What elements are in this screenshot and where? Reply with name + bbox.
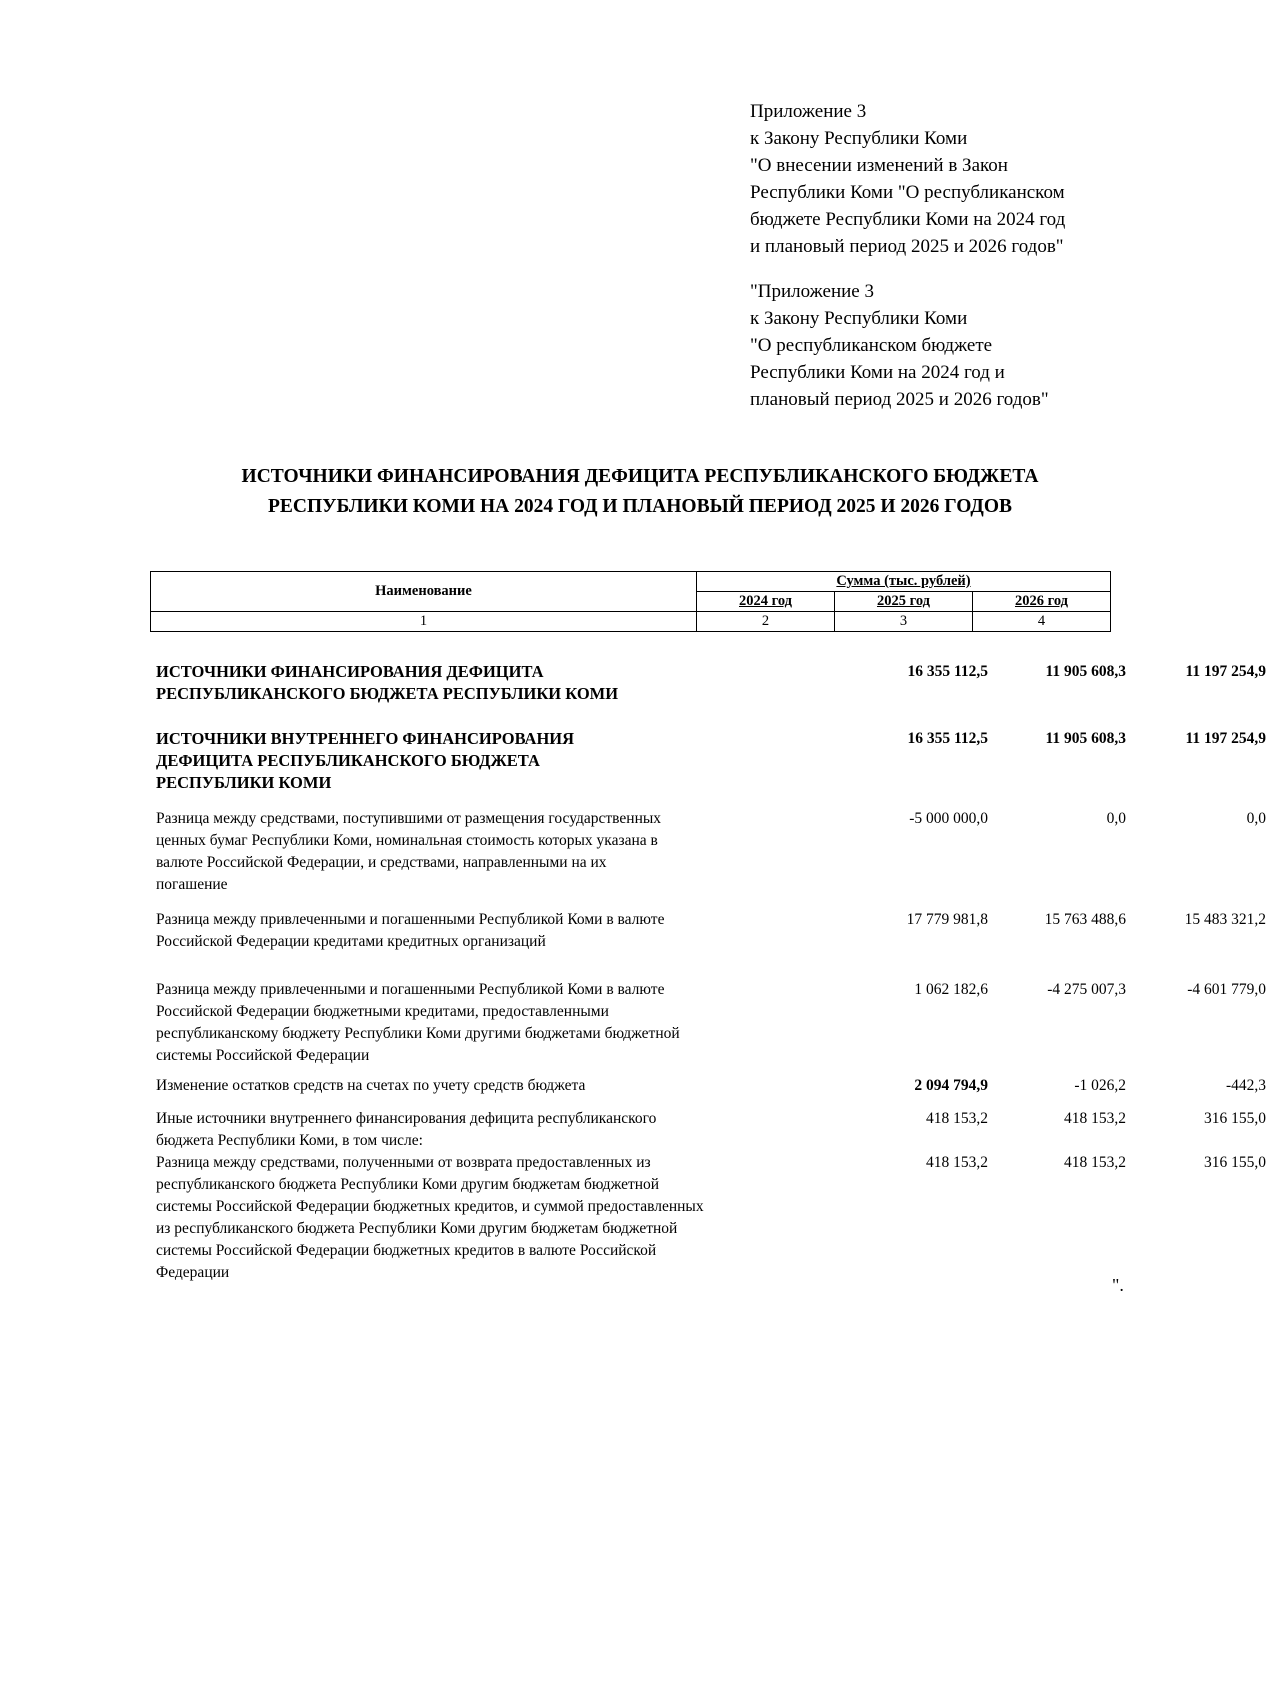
value-2024: 2 094 794,9: [914, 1077, 988, 1094]
appendix-note-original: [750, 278, 1170, 413]
appendix-line: бюджете Республики Коми на 2024 год: [750, 209, 1066, 230]
value-2024: 16 355 112,5: [907, 730, 988, 747]
header-year-2026: [973, 592, 1111, 612]
document-title: [100, 462, 1180, 522]
value-2024: 16 355 112,5: [907, 663, 988, 680]
header-year-text: 2025 год: [876, 593, 930, 609]
row-name: Иные источники внутреннего финансирования дефицита республиканского бюджета Республики Коми, в том числе:: [156, 1110, 657, 1149]
header-year-text: 2024 год: [738, 593, 792, 609]
row-name: Разница между средствами, поступившими от размещения государственных ценных бумаг Республики Коми, номинальная стоимость которых указана в валюте Российской Федерации, и средствами, направленными на их погашение: [156, 810, 662, 893]
value-2024: 17 779 981,8: [906, 911, 988, 928]
title-line: ИСТОЧНИКИ ФИНАНСИРОВАНИЯ ДЕФИЦИТА РЕСПУБЛИКАНСКОГО БЮДЖЕТА: [241, 466, 1039, 487]
appendix-note-current: [750, 98, 1170, 260]
value-2026: -442,3: [1225, 1077, 1266, 1094]
appendix-line: и плановый период 2025 и 2026 годов": [750, 236, 1064, 257]
appendix-line: "О внесении изменений в Закон: [750, 155, 1008, 176]
value-2025: -1 026,2: [1074, 1077, 1126, 1094]
appendix-line: плановый период 2025 и 2026 годов": [750, 389, 1049, 410]
value-2025: 15 763 488,6: [1044, 911, 1126, 928]
value-2025: 418 153,2: [1064, 1110, 1126, 1127]
row-name: ИСТОЧНИКИ ФИНАНСИРОВАНИЯ ДЕФИЦИТА РЕСПУБЛИКАНСКОГО БЮДЖЕТА РЕСПУБЛИКИ КОМИ: [156, 662, 619, 703]
value-2025: 418 153,2: [1064, 1154, 1126, 1171]
appendix-line: "О республиканском бюджете: [750, 335, 993, 356]
value-2026: 15 483 321,2: [1184, 911, 1266, 928]
row-name: Разница между привлеченными и погашенными Республикой Коми в валюте Российской Федерации бюджетными кредитами, предоставленными республиканскому бюджету Республики Коми другими бюджетами бюджетной системы Российской Федерации: [156, 981, 680, 1064]
appendix-line: к Закону Республики Коми: [750, 308, 968, 329]
header-sum-text: Сумма (тыс. рублей): [836, 573, 971, 589]
appendix-line: к Закону Республики Коми: [750, 128, 968, 149]
header-year-2024: [697, 592, 835, 612]
appendix-line: Приложение 3: [750, 101, 867, 122]
row-name: Разница между средствами, полученными от возврата предоставленных из республиканского бюджета Республики Коми другим бюджетам бюджетной системы Российской Федерации бюджетных кредитов, и суммой предоставленных из республиканского бюджета Республики Коми другим бюджетам бюджетной системы Российской Федерации бюджетных кредитов в валюте Российской Федерации: [156, 1154, 704, 1281]
value-2025: 11 905 608,3: [1045, 730, 1126, 747]
title-line: РЕСПУБЛИКИ КОМИ НА 2024 ГОД И ПЛАНОВЫЙ ПЕРИОД 2025 И 2026 ГОДОВ: [267, 496, 1013, 517]
column-number: 3: [835, 612, 973, 632]
value-2025: 11 905 608,3: [1045, 663, 1126, 680]
row-name: ИСТОЧНИКИ ВНУТРЕННЕГО ФИНАНСИРОВАНИЯ ДЕФИЦИТА РЕСПУБЛИКАНСКОГО БЮДЖЕТА РЕСПУБЛИКИ КОМИ: [156, 729, 575, 792]
value-2026: 0,0: [1246, 810, 1266, 827]
value-2024: 418 153,2: [926, 1110, 988, 1127]
value-2024: 418 153,2: [926, 1154, 988, 1171]
value-2024: -5 000 000,0: [909, 810, 988, 827]
column-number: 1: [151, 612, 697, 632]
value-2026: 11 197 254,9: [1185, 730, 1266, 747]
value-2026: 11 197 254,9: [1185, 663, 1266, 680]
value-2024: 1 062 182,6: [914, 981, 988, 998]
row-name: Изменение остатков средств на счетах по учету средств бюджета: [156, 1077, 586, 1094]
value-2025: -4 275 007,3: [1047, 981, 1126, 998]
row-name: Разница между привлеченными и погашенными Республикой Коми в валюте Российской Федерации кредитами кредитных организаций: [156, 911, 665, 950]
table-header: [150, 571, 1111, 632]
appendix-line: "Приложение 3: [750, 281, 874, 302]
column-number: 4: [973, 612, 1111, 632]
closing-quote-mark: ".: [1112, 1275, 1124, 1295]
header-name: Наименование: [151, 572, 697, 612]
value-2025: 0,0: [1106, 810, 1126, 827]
value-2026: -4 601 779,0: [1187, 981, 1266, 998]
appendix-line: Республики Коми "О республиканском: [750, 182, 1065, 203]
header-year-text: 2026 год: [1014, 593, 1068, 609]
value-2026: 316 155,0: [1204, 1154, 1266, 1171]
appendix-line: Республики Коми на 2024 год и: [750, 362, 1005, 383]
header-sum: [697, 572, 1111, 592]
header-year-2025: [835, 592, 973, 612]
column-number: 2: [697, 612, 835, 632]
value-2026: 316 155,0: [1204, 1110, 1266, 1127]
